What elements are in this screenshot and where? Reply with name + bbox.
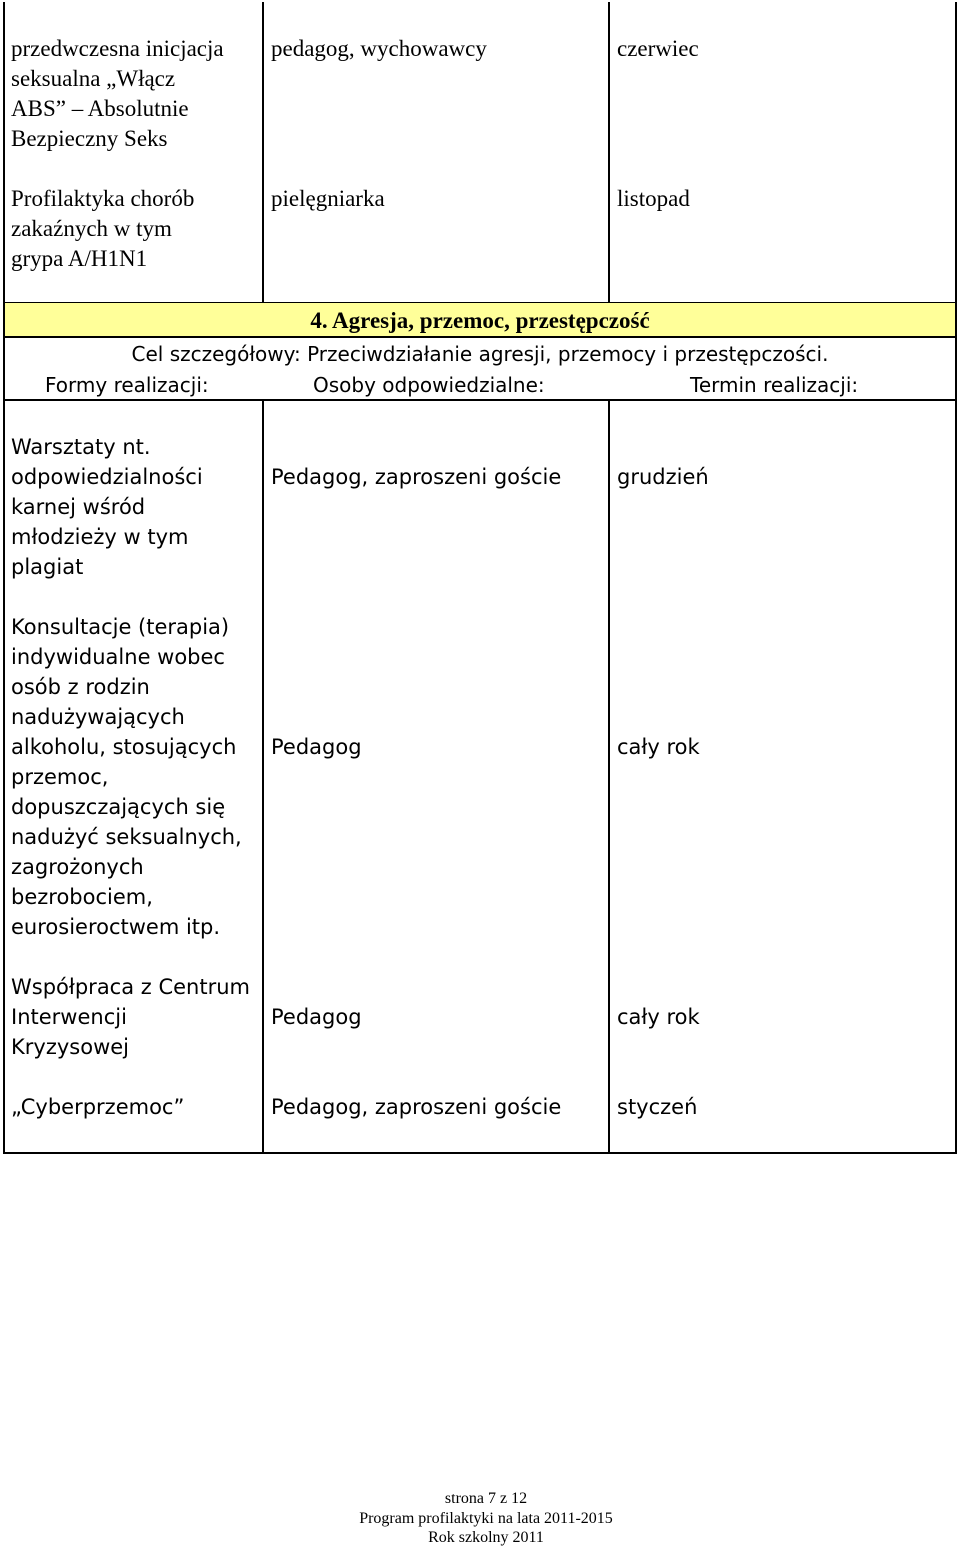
table-cell-person: pedagog, wychowawcy bbox=[271, 36, 487, 61]
table-cell-term: listopad bbox=[617, 186, 690, 211]
table-column-divider bbox=[608, 2, 610, 302]
table-cell-person: Pedagog, zaproszeni goście bbox=[271, 465, 562, 489]
section-title: 4. Agresja, przemoc, przestępczość bbox=[310, 308, 650, 333]
table-border-left bbox=[3, 2, 5, 302]
header-bottom-border bbox=[3, 399, 957, 401]
header-forms: Formy realizacji: bbox=[45, 373, 209, 397]
table-column-divider bbox=[262, 2, 264, 302]
table-cell-form: przedwczesna inicjacja seksualna „Włącz ABS” – Absolutnie Bezpieczny Seks bbox=[11, 36, 224, 151]
table-cell-term: cały rok bbox=[617, 1005, 700, 1029]
footer-page-number: strona 7 z 12 bbox=[444, 1490, 528, 1507]
table-cell-form: Współpraca z Centrum Interwencji Kryzysowej bbox=[11, 975, 250, 1059]
table-cell-term: grudzień bbox=[617, 465, 709, 489]
table-cell-person: pielęgniarka bbox=[271, 186, 385, 211]
section-goal: Cel szczegółowy: Przeciwdziałanie agresji, przemocy i przestępczości. bbox=[131, 342, 829, 366]
table-cell-form: Konsultacje (terapia) indywidualne wobec osób z rodzin nadużywających alkoholu, stosujących przemoc, dopuszczających się nadużyć seksualnych, zagrożonych bezrobociem, eurosieroctwem itp. bbox=[11, 615, 242, 939]
table-cell-person: Pedagog bbox=[271, 1005, 362, 1029]
table-cell-term: styczeń bbox=[617, 1095, 698, 1119]
header-persons: Osoby odpowiedzialne: bbox=[313, 373, 545, 397]
section-title-bottom-border bbox=[3, 336, 957, 338]
table-cell-form: „Cyberprzemoc” bbox=[11, 1095, 185, 1119]
table-border-left bbox=[3, 399, 5, 1154]
table-bottom-border bbox=[3, 1152, 957, 1154]
table-border-right bbox=[955, 399, 957, 1154]
table-cell-term: czerwiec bbox=[617, 36, 699, 61]
table-cell-person: Pedagog bbox=[271, 735, 362, 759]
footer-program-title: Program profilaktyki na lata 2011-2015 bbox=[359, 1510, 613, 1527]
table-cell-form: Profilaktyka chorób zakaźnych w tym grypa A/H1N1 bbox=[11, 186, 195, 271]
table-cell-term: cały rok bbox=[617, 735, 700, 759]
table-cell-person: Pedagog, zaproszeni goście bbox=[271, 1095, 562, 1119]
table-border-right bbox=[955, 2, 957, 302]
footer-school-year: Rok szkolny 2011 bbox=[428, 1529, 544, 1546]
table-column-divider bbox=[262, 399, 264, 1154]
table-column-divider bbox=[608, 399, 610, 1154]
header-term: Termin realizacji: bbox=[690, 373, 859, 397]
table-cell-form: Warsztaty nt. odpowiedzialności karnej wśród młodzieży w tym plagiat bbox=[11, 435, 203, 579]
